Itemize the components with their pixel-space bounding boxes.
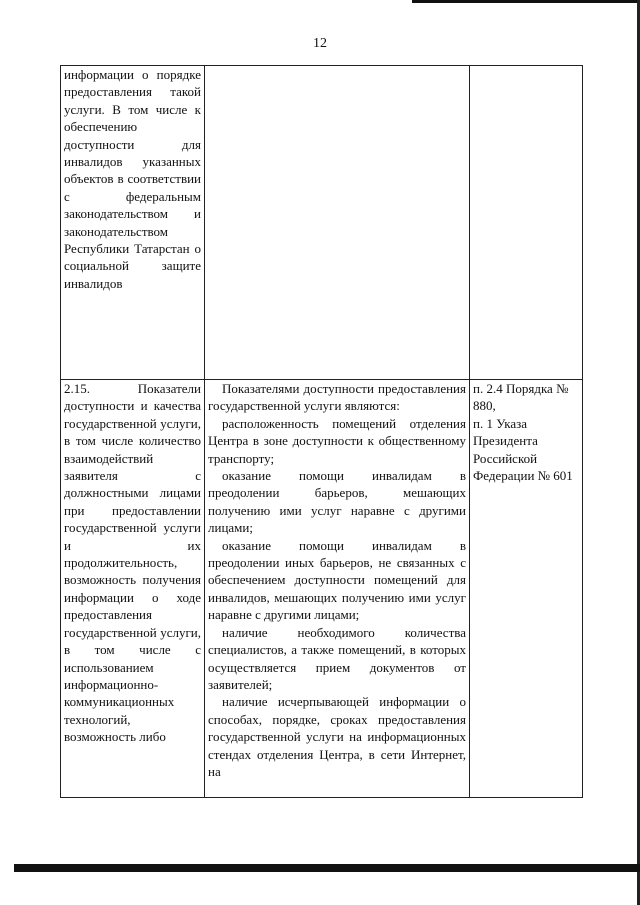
- table-cell-description: [205, 380, 470, 798]
- description-paragraph: наличие исчерпывающей информации о способах, порядке, сроках предоставления государственной услуги на информационных стендах отделения Центра, в сети Интернет, на: [208, 694, 466, 779]
- description-paragraph: расположенность помещений отделения Центра в зоне доступности к общественному транспорту;: [208, 415, 466, 466]
- table-cell-description: [205, 66, 470, 380]
- table-cell-legal-basis: п. 2.4 Порядка № 880, п. 1 Указа Президента Российской Федерации № 601: [470, 380, 583, 798]
- scan-edge-bottom: [14, 864, 640, 872]
- table-cell-legal-basis: [470, 66, 583, 380]
- page-number: 12: [313, 36, 327, 51]
- requirements-table: [60, 65, 583, 798]
- table-row: [61, 66, 583, 380]
- table-row: [61, 380, 583, 798]
- description-paragraph: оказание помощи инвалидам в преодолении иных барьеров, не связанных с обеспечением доступности помещений для инвалидов, мешающих получению ими услуг наравне с другими лицами;: [208, 537, 466, 623]
- description-paragraph: Показателями доступности предоставления государственной услуги являются:: [208, 381, 466, 414]
- description-paragraph: оказание помощи инвалидам в преодолении барьеров, мешающих получению ими услуг наравне с другими лицами;: [208, 468, 466, 536]
- scan-edge-top: [412, 0, 640, 3]
- description-paragraph: наличие необходимого количества специалистов, а также помещений, в которых осуществляется прием документов от заявителей;: [208, 624, 466, 692]
- table-cell-parameter: информации о порядке предоставления такой услуги. В том числе к обеспечению доступности для инвалидов указанных объектов в соответствии с федеральным законодательством и законодательством Республики Татарстан о социальной защите инвалидов: [61, 66, 205, 380]
- table-cell-parameter: 2.15. Показатели доступности и качества государственной услуги, в том числе количество взаимодействий заявителя с должностными лицами при предоставлении государственной услуги и их продолжительность, возможность получения информации о ходе предоставления государственной услуги, в том числе с использованием информационно-коммуникационных технологий, возможность либо: [61, 380, 205, 798]
